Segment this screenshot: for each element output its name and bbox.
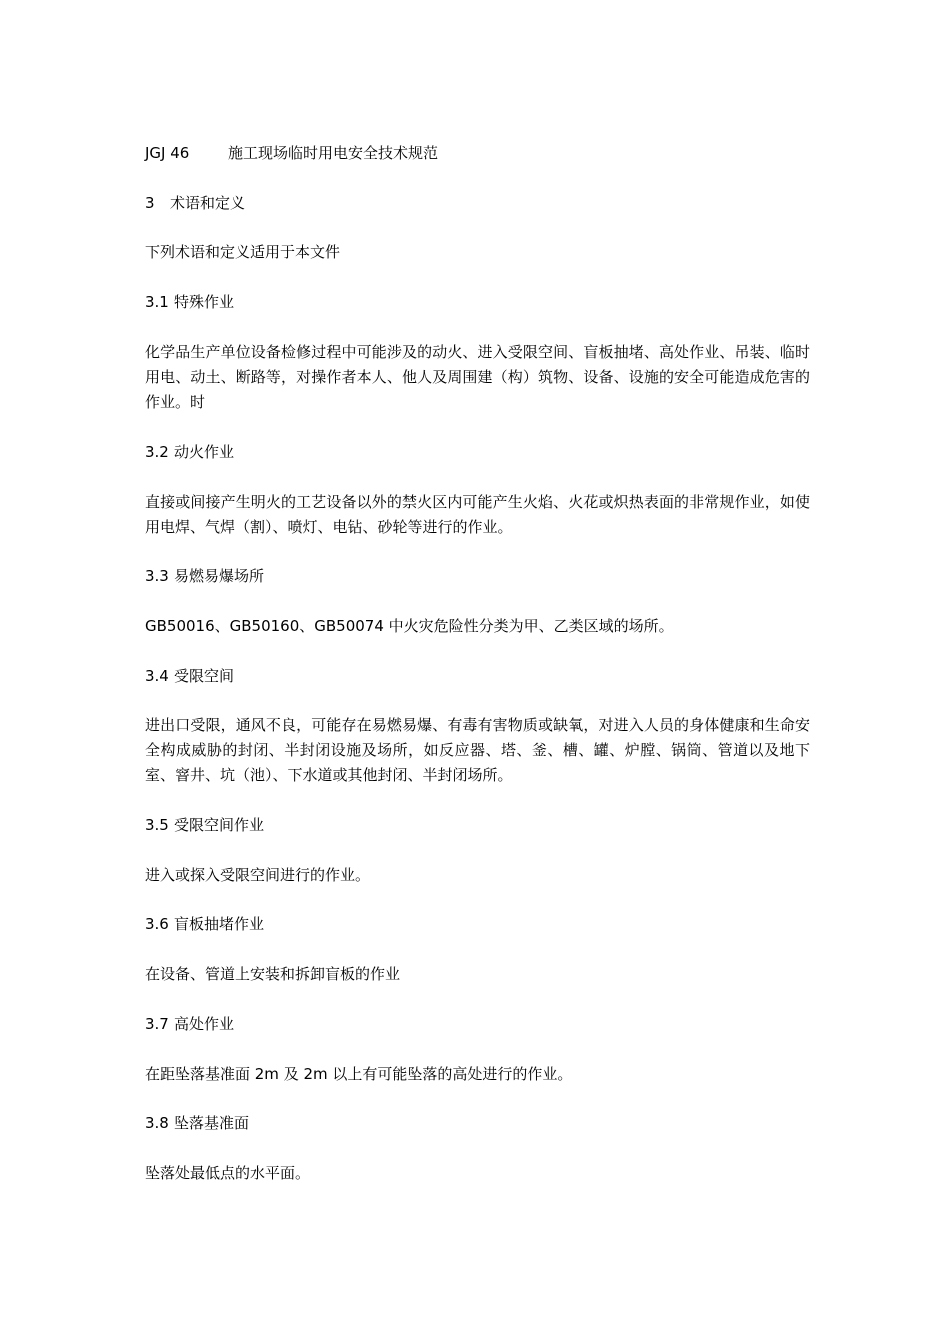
term-definition: GB50016、GB50160、GB50074 中火灾危险性分类为甲、乙类区域的场所。 xyxy=(145,617,674,635)
term-heading xyxy=(145,912,264,937)
term-number: 3.4 xyxy=(145,667,169,685)
term-title: 易燃易爆场所 xyxy=(174,567,265,585)
term-definition: 坠落处最低点的水平面。 xyxy=(145,1164,311,1182)
section-number: 3 xyxy=(145,194,155,212)
term-heading xyxy=(145,290,234,315)
term-definition: 进入或探入受限空间进行的作业。 xyxy=(145,866,371,884)
term-heading xyxy=(145,564,264,589)
reference-line xyxy=(145,141,438,166)
term-number: 3.8 xyxy=(145,1114,169,1132)
term-number: 3.7 xyxy=(145,1015,169,1033)
term-title: 坠落基准面 xyxy=(174,1114,250,1132)
term-number: 3.5 xyxy=(145,816,169,834)
term-heading xyxy=(145,440,234,465)
term-heading xyxy=(145,664,234,689)
term-heading xyxy=(145,813,264,838)
term-definition: 在设备、管道上安装和拆卸盲板的作业 xyxy=(145,965,401,983)
term-definition: 进出口受限，通风不良，可能存在易燃易爆、有毒有害物质或缺氧，对进入人员的身体健康和生命安全构成威胁的封闭、半封闭设施及场所，如反应器、塔、釜、槽、罐、炉膛、锅筒、管道以及地下室、窨井、坑（池）、下水道或其他封闭、半封闭场所。 xyxy=(145,716,810,784)
term-heading xyxy=(145,1012,234,1037)
term-definition: 化学品生产单位设备检修过程中可能涉及的动火、进入受限空间、盲板抽堵、高处作业、吊装、临时用电、动土、断路等，对操作者本人、他人及周围建（构）筑物、设备、设施的安全可能造成危害的作业。时 xyxy=(145,343,810,411)
term-number: 3.2 xyxy=(145,443,169,461)
term-definition: 直接或间接产生明火的工艺设备以外的禁火区内可能产生火焰、火花或炽热表面的非常规作业，如使用电焊、气焊（割）、喷灯、电钻、砂轮等进行的作业。 xyxy=(145,493,810,536)
term-number: 3.3 xyxy=(145,567,169,585)
term-title: 高处作业 xyxy=(174,1015,235,1033)
reference-title: 施工现场临时用电安全技术规范 xyxy=(228,144,439,162)
section-heading xyxy=(145,191,245,216)
section-intro: 下列术语和定义适用于本文件 xyxy=(145,243,341,261)
term-number: 3.6 xyxy=(145,915,169,933)
term-title: 特殊作业 xyxy=(174,293,235,311)
term-title: 受限空间 xyxy=(174,667,235,685)
term-number: 3.1 xyxy=(145,293,169,311)
term-title: 动火作业 xyxy=(174,443,235,461)
term-heading xyxy=(145,1111,249,1136)
reference-code: JGJ 46 xyxy=(145,144,190,162)
term-title: 受限空间作业 xyxy=(174,816,265,834)
term-title: 盲板抽堵作业 xyxy=(174,915,265,933)
term-definition: 在距坠落基准面 2m 及 2m 以上有可能坠落的高处进行的作业。 xyxy=(145,1065,573,1083)
section-title: 术语和定义 xyxy=(170,194,246,212)
